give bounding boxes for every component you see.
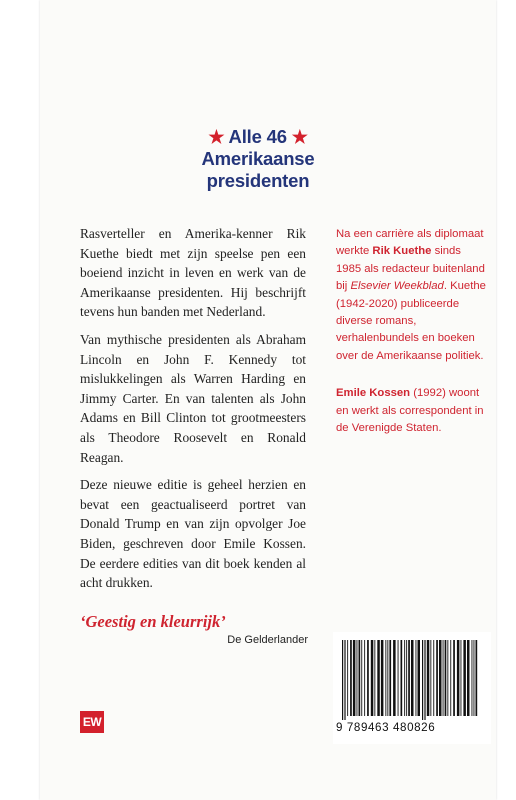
barcode-bars: [340, 640, 484, 720]
barcode-bar: [398, 640, 399, 716]
barcode-bar: [443, 640, 444, 716]
barcode-bar: [389, 640, 391, 716]
barcode-bar: [453, 640, 455, 716]
barcode-bar: [427, 640, 430, 716]
title-line-2: Amerikaanse: [201, 148, 315, 169]
barcode-bar: [377, 640, 380, 716]
barcode-bar: [393, 640, 396, 716]
barcode-bar: [357, 640, 358, 716]
barcode-bar: [461, 640, 462, 716]
barcode-bar: [457, 640, 460, 716]
blurb-paragraph-2: Van mythische presidenten als Abraham Lincoln en John F. Kennedy tot mislukkelingen als Warren Harding en Jimmy Carter. En van talenten als John Adams en Bill Clinton tot grootmeesters als Theodore Roosevelt en Ronald Reagan.: [80, 331, 306, 465]
coauthor-bio: Emile Kossen (1992) woont en werkt als correspondent in de Verenigde Staten.: [336, 387, 484, 435]
coauthor-name: Emile Kossen: [336, 387, 411, 400]
blurb-paragraph-3: Deze nieuwe editie is geheel herzien en bevat een geactualiseerd portret van Donald Trump en van zijn opvolger Joe Biden, geschreven door Emile Kossen. De eerdere edities van dit boek kenden al acht drukken.: [80, 477, 306, 591]
barcode-bar: [387, 640, 388, 716]
barcode-bar: [361, 640, 362, 716]
barcode-bar: [385, 640, 386, 716]
cover-title: [0, 126, 516, 192]
barcode-bar: [463, 640, 466, 716]
star-icon: ★: [208, 127, 225, 147]
barcode-bar: [447, 640, 448, 716]
barcode-bar: [353, 640, 356, 716]
barcode-bar: [411, 640, 414, 716]
author-bio: Na een carrière als diplomaat werkte Rik Kuethe sinds 1985 als redacteur buitenland bij Elsevier Weekblad. Kuethe (1942-2020) publiceerde diverse romans, verhalenbundels en boeken over de Amerikaanse politiek.: [336, 228, 486, 362]
barcode-bar: [422, 640, 423, 720]
barcode-bar: [364, 640, 365, 716]
barcode-bar: [371, 640, 374, 716]
barcode-bar: [418, 640, 421, 716]
barcode-bar: [430, 640, 431, 716]
barcode-bar: [401, 640, 403, 716]
barcode-bar: [367, 640, 369, 716]
barcode-bar: [381, 640, 384, 716]
barcode-bar: [416, 640, 417, 716]
barcode-bar: [433, 640, 434, 716]
barcode-bar: [404, 640, 405, 716]
barcode-bar: [347, 640, 348, 716]
barcode-bar: [467, 640, 470, 716]
publisher-logo: EW: [80, 711, 104, 733]
review-quote: ‘Geestig en kleurrijk’: [80, 612, 226, 631]
author-bios: [336, 226, 486, 457]
magazine-name: Elsevier Weekblad: [350, 280, 444, 293]
barcode-bar: [450, 640, 451, 716]
title-line-3: presidenten: [206, 170, 310, 191]
isbn-number: 9 789463 480826: [336, 721, 436, 734]
barcode-bar: [424, 640, 425, 720]
barcode-bar: [408, 640, 410, 716]
star-icon: ★: [291, 127, 308, 147]
barcode-bar: [374, 640, 375, 716]
barcode-bar: [474, 640, 475, 716]
barcode-bar: [342, 640, 343, 720]
barcode-bar: [350, 640, 352, 716]
barcode-bar: [439, 640, 442, 716]
barcode-bar: [476, 640, 478, 716]
barcode-bar: [359, 640, 361, 716]
barcode-bar: [406, 640, 407, 716]
blurb-paragraph-1: Rasverteller en Amerika-kenner Rik Kuethe biedt met zijn speelse pen een boeiend inzicht in leven en werk van de Amerikaanse presidenten. Hij beschrijft tevens hun banden met Nederland.: [80, 226, 306, 320]
barcode-bar: [436, 640, 438, 716]
barcode-bar: [472, 640, 473, 716]
author-name: Rik Kuethe: [372, 245, 432, 258]
barcode-bar: [344, 640, 345, 720]
blurb-text: [80, 224, 306, 601]
barcode-bar: [445, 640, 447, 716]
review-source: De Gelderlander: [227, 634, 308, 646]
title-line-1: Alle 46: [228, 126, 287, 147]
